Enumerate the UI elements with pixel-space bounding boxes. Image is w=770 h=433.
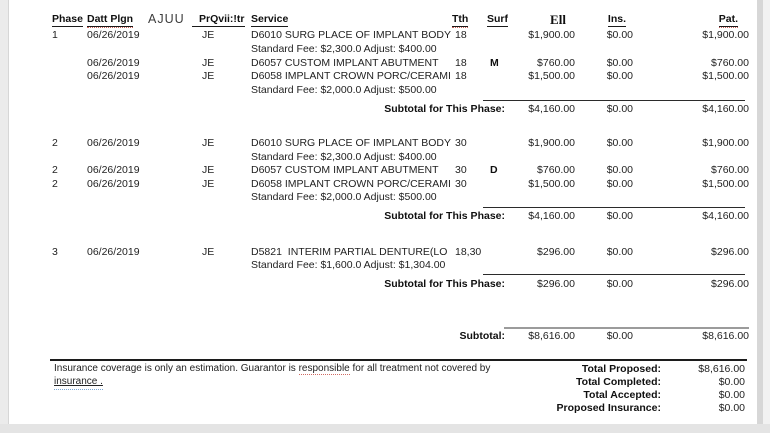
cell-insurance: $0.00: [606, 246, 633, 258]
column-header-insurance: Ins.: [607, 13, 626, 25]
cell-tooth: 30: [455, 178, 467, 190]
column-header-date: Datt Plgn: [87, 13, 133, 25]
cell-fee: $296.00: [537, 246, 575, 258]
footer-rule: [50, 359, 747, 361]
column-header-tooth: Tth: [452, 13, 468, 25]
grand-subtotal-rule: [504, 327, 749, 329]
phase-subtotal-rule: [483, 274, 745, 275]
cell-phase: 1: [52, 29, 58, 41]
cell-fee: $1,900.00: [528, 137, 575, 149]
total-proposed-value: $8,616.00: [698, 363, 745, 375]
cell-standard-fee-note: Standard Fee: $1,600.0 Adjust: $1,304.00: [251, 259, 446, 271]
cell-tooth: 18,30: [455, 246, 482, 258]
cell-patient: $760.00: [711, 57, 749, 69]
cell-provider: JE: [202, 178, 215, 190]
disclaimer-line-1: Insurance coverage is only an estimation. Guarantor is responsible for all treatment not covered by: [54, 363, 491, 374]
cell-date: 06/26/2019: [87, 164, 140, 176]
cell-date: 06/26/2019: [87, 137, 140, 149]
column-header-patient: Pat.: [678, 13, 738, 25]
phase-subtotal-insurance: $0.00: [606, 210, 633, 222]
cell-phase: 3: [52, 246, 58, 258]
cell-fee: $1,900.00: [528, 29, 575, 41]
cell-patient: $1,900.00: [702, 29, 749, 41]
insurance-underlined-text: insurance .: [54, 376, 103, 390]
left-gutter: [0, 0, 9, 424]
phase-subtotal-label: Subtotal for This Phase:: [384, 210, 505, 222]
cell-patient: $296.00: [711, 246, 749, 258]
cell-phase: 2: [52, 164, 58, 176]
cell-service: D6057 CUSTOM IMPLANT ABUTMENT: [251, 57, 439, 69]
total-completed-label: Total Completed:: [576, 376, 661, 388]
cell-tooth: 18: [455, 57, 467, 69]
cell-insurance: $0.00: [606, 57, 633, 69]
phase-subtotal-insurance: $0.00: [606, 278, 633, 290]
cell-patient: $760.00: [711, 164, 749, 176]
disclaimer-line-2: [54, 376, 103, 388]
total-accepted-value: $0.00: [718, 389, 745, 401]
cell-tooth: 30: [455, 137, 467, 149]
cell-insurance: $0.00: [606, 29, 633, 41]
cell-service: D6010 SURG PLACE OF IMPLANT BODY: [251, 29, 451, 41]
column-header-service: Service: [251, 13, 289, 25]
column-header-ajuu: AJUU: [148, 12, 185, 26]
proposed-insurance-label: Proposed Insurance:: [556, 402, 661, 414]
proposed-insurance-value: $0.00: [718, 402, 745, 414]
phase-subtotal-fee: $4,160.00: [528, 210, 575, 222]
right-gutter: [763, 0, 770, 424]
cell-insurance: $0.00: [606, 164, 633, 176]
total-completed-value: $0.00: [718, 376, 745, 388]
phase-subtotal-rule: [483, 100, 745, 101]
phase-subtotal-patient: $296.00: [711, 278, 749, 290]
phase-subtotal-insurance: $0.00: [606, 103, 633, 115]
cell-provider: JE: [202, 164, 215, 176]
phase-subtotal-label: Subtotal for This Phase:: [384, 278, 505, 290]
cell-service: D5821 INTERIM PARTIAL DENTURE(LO: [251, 246, 448, 258]
cell-insurance: $0.00: [606, 70, 633, 82]
cell-phase: 2: [52, 137, 58, 149]
cell-patient: $1,500.00: [702, 70, 749, 82]
cell-provider: JE: [202, 70, 215, 82]
column-header-phase: Phase: [52, 13, 83, 25]
cell-phase: 2: [52, 178, 58, 190]
cell-tooth: 30: [455, 164, 467, 176]
total-accepted-label: Total Accepted:: [583, 389, 661, 401]
cell-fee: $760.00: [537, 164, 575, 176]
phase-subtotal-fee: $296.00: [537, 278, 575, 290]
misspelled-word: responsible: [298, 363, 350, 374]
grand-subtotal-fee: $8,616.00: [528, 330, 575, 342]
phase-subtotal-rule: [483, 207, 745, 208]
cell-fee: $1,500.00: [528, 70, 575, 82]
cell-provider: JE: [202, 137, 215, 149]
phase-subtotal-fee: $4,160.00: [528, 103, 575, 115]
cell-standard-fee-note: Standard Fee: $2,000.0 Adjust: $500.00: [251, 191, 437, 203]
cell-provider: JE: [202, 57, 215, 69]
cell-fee: $1,500.00: [528, 178, 575, 190]
cell-tooth: 18: [455, 70, 467, 82]
cell-patient: $1,500.00: [702, 178, 749, 190]
cell-date: 06/26/2019: [87, 246, 140, 258]
cell-date: 06/26/2019: [87, 178, 140, 190]
cell-fee: $760.00: [537, 57, 575, 69]
cell-patient: $1,900.00: [702, 137, 749, 149]
phase-subtotal-patient: $4,160.00: [702, 210, 749, 222]
cell-provider: JE: [202, 246, 215, 258]
phase-subtotal-label: Subtotal for This Phase:: [384, 103, 505, 115]
cell-tooth: 18: [455, 29, 467, 41]
cell-standard-fee-note: Standard Fee: $2,300.0 Adjust: $400.00: [251, 151, 437, 163]
grand-subtotal-insurance: $0.00: [606, 330, 633, 342]
cell-surface: M: [490, 57, 499, 69]
cell-standard-fee-note: Standard Fee: $2,300.0 Adjust: $400.00: [251, 43, 437, 55]
cell-date: 06/26/2019: [87, 57, 140, 69]
cell-service: D6057 CUSTOM IMPLANT ABUTMENT: [251, 164, 439, 176]
report-page: [8, 0, 757, 424]
cell-service: D6058 IMPLANT CROWN PORC/CERAMI: [251, 70, 451, 82]
cell-standard-fee-note: Standard Fee: $2,000.0 Adjust: $500.00: [251, 84, 437, 96]
column-header-surface: Surf: [487, 13, 508, 25]
bottom-gutter: [0, 424, 770, 433]
cell-date: 06/26/2019: [87, 29, 140, 41]
cell-provider: JE: [202, 29, 215, 41]
cell-insurance: $0.00: [606, 178, 633, 190]
grand-subtotal-label: Subtotal:: [459, 330, 505, 342]
column-header-provider: PrQvii:!tr: [192, 13, 245, 25]
cell-service: D6010 SURG PLACE OF IMPLANT BODY: [251, 137, 451, 149]
cell-date: 06/26/2019: [87, 70, 140, 82]
column-header-fee: Ell: [550, 12, 566, 27]
cell-surface: D: [490, 164, 498, 176]
grand-subtotal-patient: $8,616.00: [702, 330, 749, 342]
phase-subtotal-patient: $4,160.00: [702, 103, 749, 115]
total-proposed-label: Total Proposed:: [581, 363, 661, 375]
cell-service: D6058 IMPLANT CROWN PORC/CERAMI: [251, 178, 451, 190]
cell-insurance: $0.00: [606, 137, 633, 149]
